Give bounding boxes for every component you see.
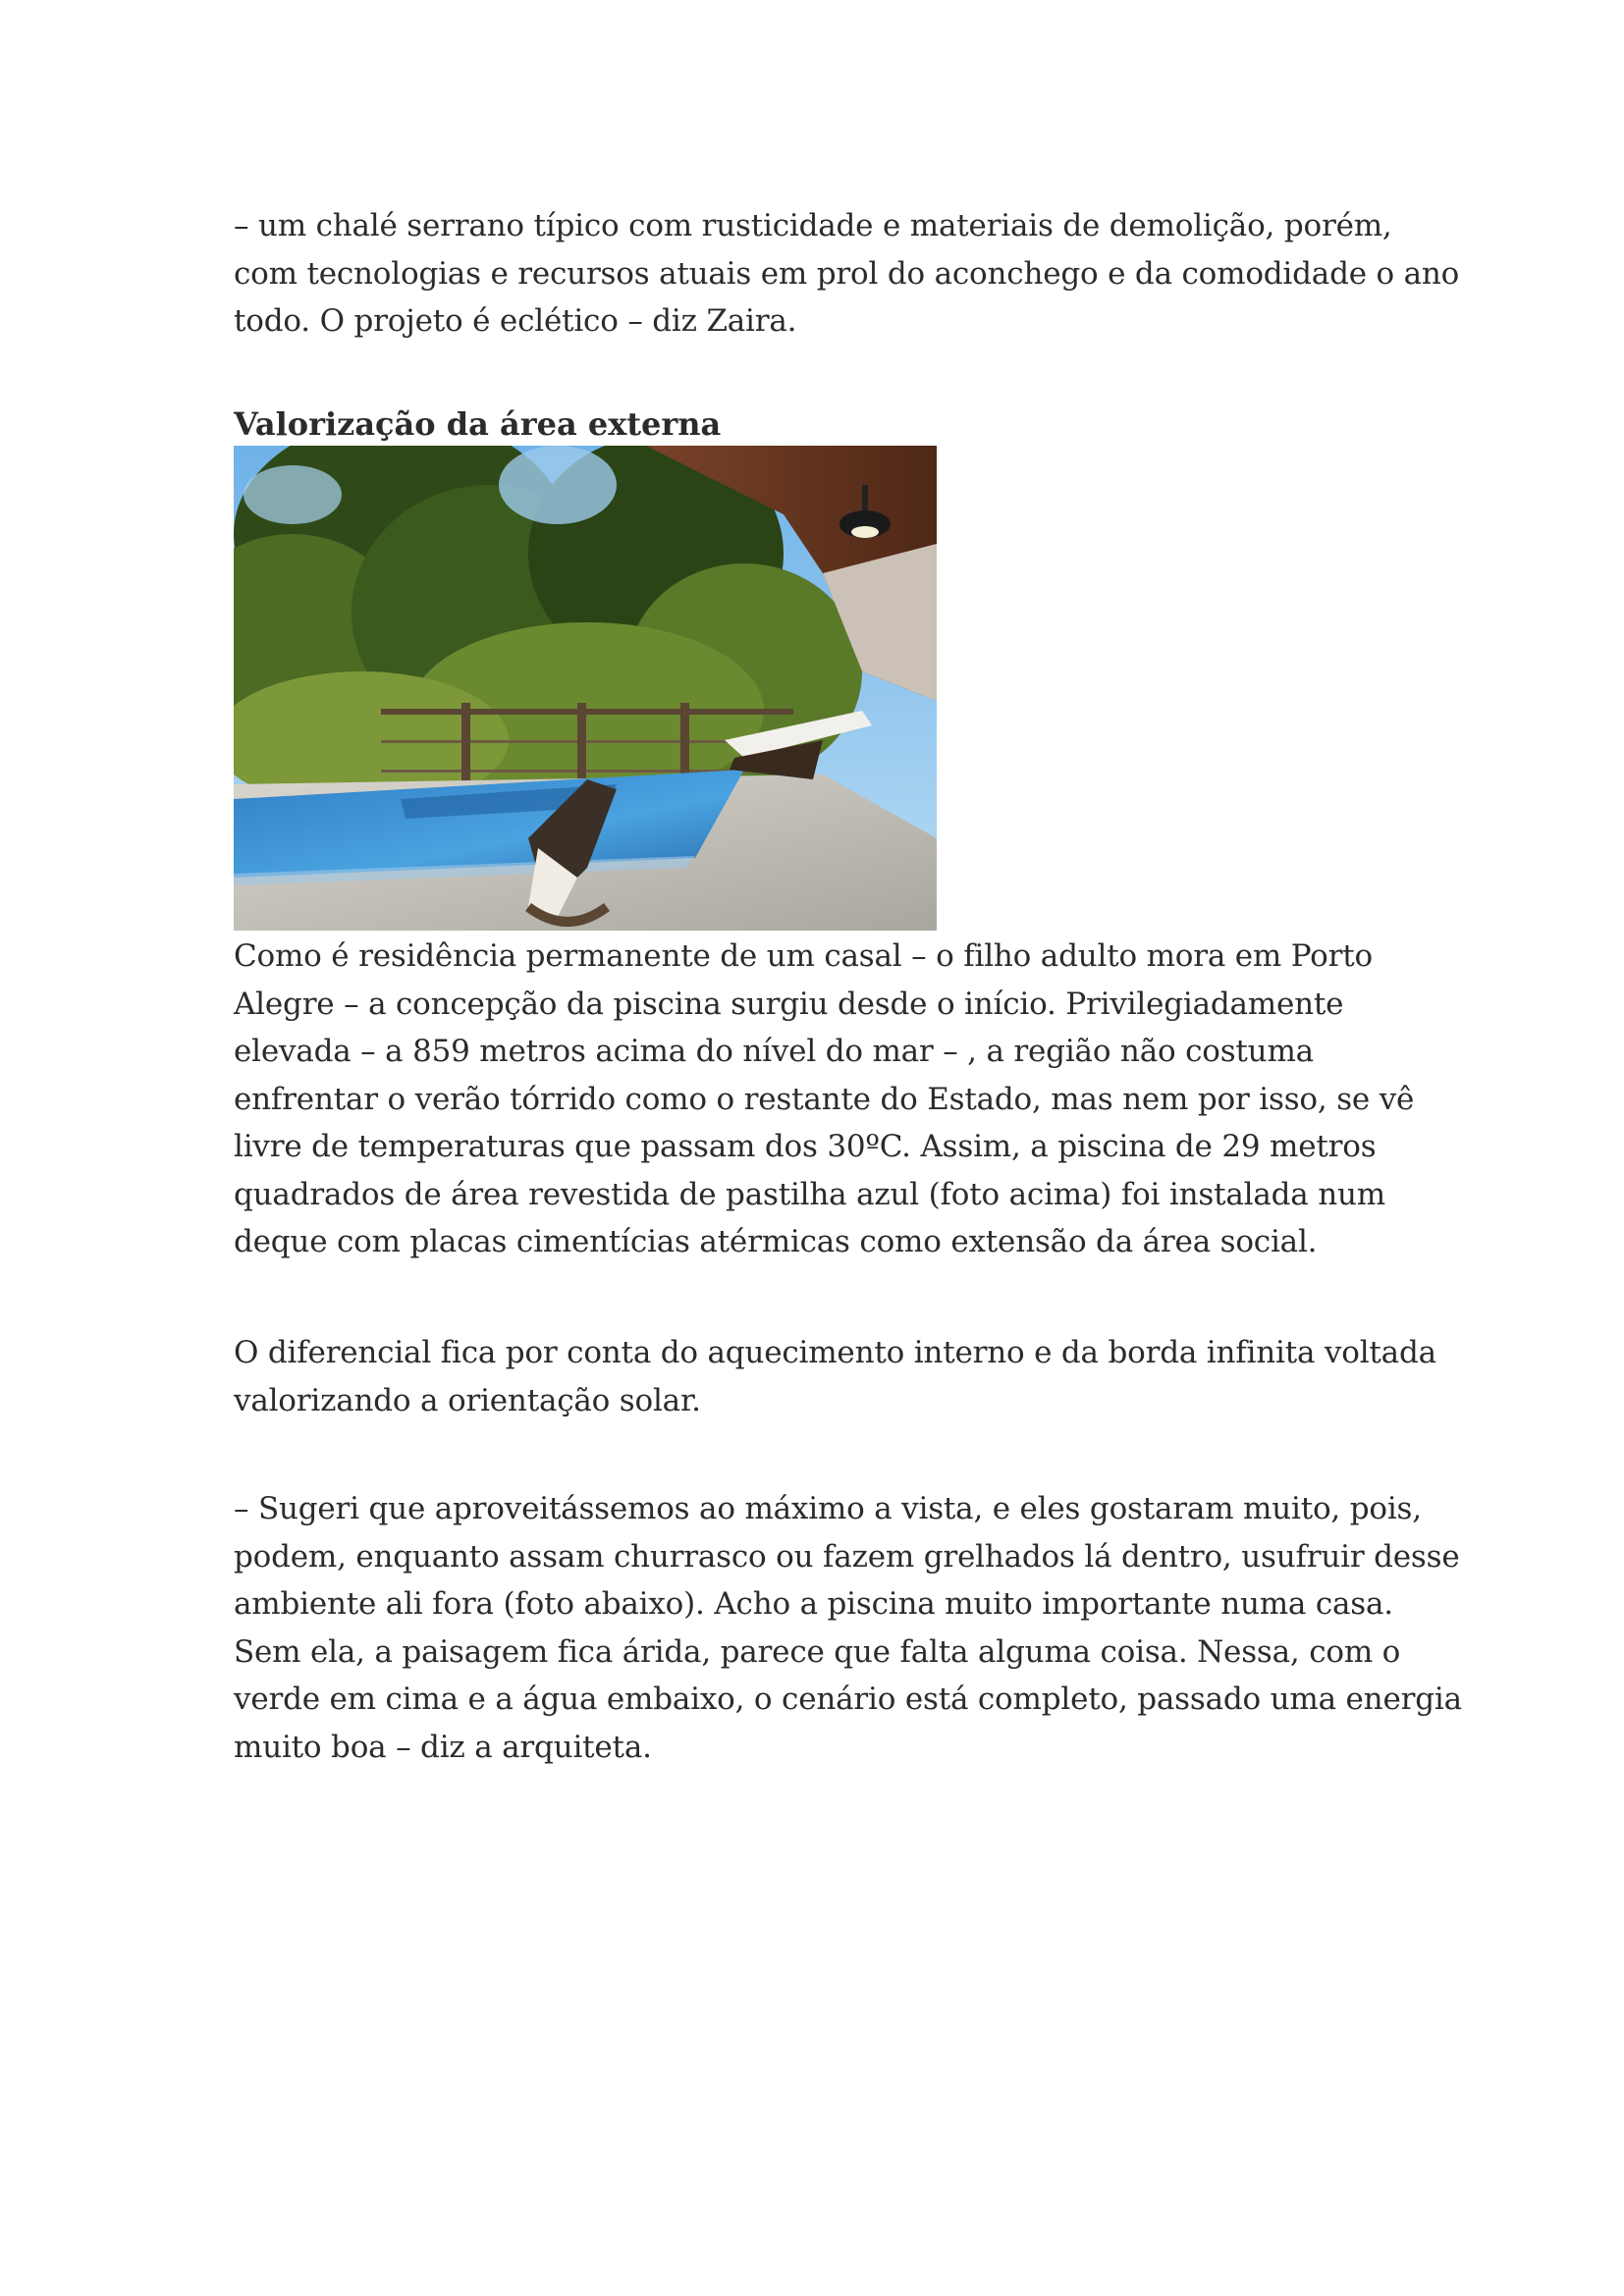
quote-paragraph	[234, 1485, 1462, 1771]
text-line: – um chalé serrano típico com rusticidade e materiais de demolição, porém,	[234, 208, 1392, 243]
text-line: quadrados de área revestida de pastilha azul (foto acima) foi instalada num	[234, 1176, 1385, 1212]
text-line: Sem ela, a paisagem fica árida, parece que falta alguma coisa. Nessa, com o	[234, 1633, 1401, 1670]
text-line: podem, enquanto assam churrasco ou fazem grelhados lá dentro, usufruir desse	[234, 1538, 1460, 1575]
piscina-paragraph	[234, 933, 1414, 1266]
text-line: – Sugeri que aproveitássemos ao máximo a vista, e eles gostaram muito, pois,	[234, 1491, 1422, 1526]
text-line: verde em cima e a água embaixo, o cenário está completo, passado uma energia	[234, 1682, 1462, 1717]
pool-deck-photo	[234, 446, 937, 931]
section-heading: Valorização da área externa	[234, 405, 722, 443]
text-line: livre de temperaturas que passam dos 30ºC. Assim, a piscina de 29 metros	[234, 1129, 1377, 1164]
text-line: Alegre – a concepção da piscina surgiu desde o início. Privilegiadamente	[234, 986, 1344, 1022]
text-line: enfrentar o verão tórrido como o restante do Estado, mas nem por isso, se vê	[234, 1081, 1415, 1117]
text-line: valorizando a orientação solar.	[234, 1382, 701, 1418]
text-line: O diferencial fica por conta do aquecimento interno e da borda infinita voltada	[234, 1335, 1436, 1370]
text-line: todo. O projeto é eclético – diz Zaira.	[234, 303, 797, 339]
text-line: ambiente ali fora (foto abaixo). Acho a piscina muito importante numa casa.	[234, 1586, 1393, 1622]
text-line: Como é residência permanente de um casal – o filho adulto mora em Porto	[234, 938, 1373, 974]
text-line: muito boa – diz a arquiteta.	[234, 1729, 652, 1765]
intro-paragraph	[234, 202, 1459, 346]
text-line: com tecnologias e recursos atuais em prol do aconchego e da comodidade o ano	[234, 255, 1460, 292]
diferencial-paragraph	[234, 1329, 1436, 1424]
text-line: elevada – a 859 metros acima do nível do mar – , a região não costuma	[234, 1034, 1314, 1069]
text-line: deque com placas cimentícias atérmicas como extensão da área social.	[234, 1224, 1318, 1259]
